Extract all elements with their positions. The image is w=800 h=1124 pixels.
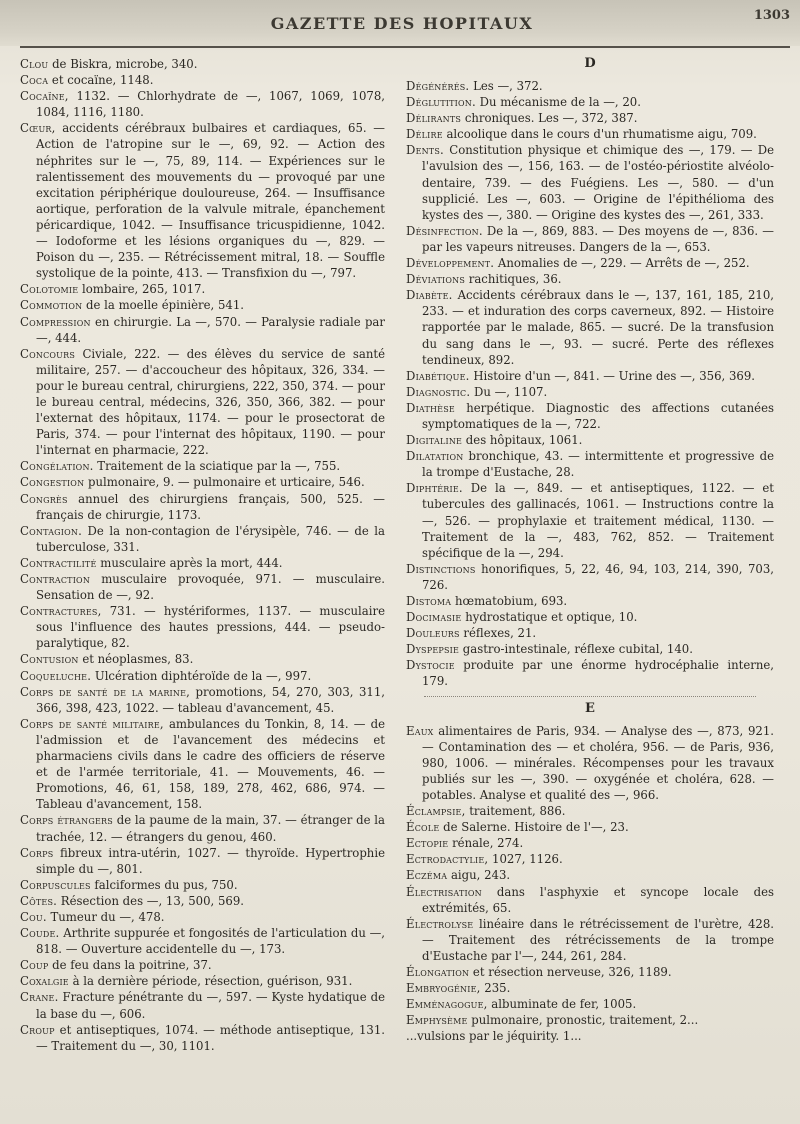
entry-text: honorifiques, 5, 22, 46, 94, 103, 214, 390, 703, 726. [422, 561, 774, 592]
index-entry [406, 916, 774, 964]
index-entry [406, 110, 774, 126]
index-column-right [406, 56, 774, 1044]
entry-heading: Côtes. [20, 893, 58, 908]
entry-text: en chirurgie. La —, 570. — Paralysie radiale par —, 444. [36, 314, 385, 345]
entry-text: dans l'asphyxie et syncope locale des extrémités, 65. [422, 884, 774, 915]
index-entry [406, 980, 774, 996]
entry-text: Histoire d'un —, 841. — Urine des —, 356, 369. [473, 368, 755, 383]
entry-heading: Congrès [20, 491, 68, 506]
entry-heading: Déviations [406, 272, 466, 287]
entry-heading: Désinfection. [406, 223, 483, 238]
entry-heading: Clou [20, 57, 49, 71]
entry-heading: Diabétique. [406, 368, 470, 383]
index-entry [406, 400, 774, 432]
entry-heading: Embryogénie, [406, 981, 481, 996]
index-entry [20, 314, 385, 346]
entry-heading: Coxalgie [20, 974, 69, 989]
index-entry [406, 593, 774, 609]
entry-text: rénale, 274. [452, 836, 524, 851]
entry-text: hydrostatique et optique, 10. [465, 610, 638, 625]
entry-text: herpétique. Diagnostic des affections cutanées symptomatiques de la —, 722. [422, 400, 775, 431]
index-entry [20, 491, 385, 523]
entry-heading: Corpuscules [20, 877, 91, 892]
entry-text: Résection des —, 13, 500, 569. [60, 893, 244, 908]
entry-text: chroniques. Les —, 372, 387. [464, 111, 638, 126]
entry-heading: Colotomie [20, 282, 79, 297]
entry-text: Arthrite suppurée et fongosités de l'articulation du —, 818. — Ouverture accidentelle du —, 173. [36, 926, 386, 957]
page-number: 1303 [753, 8, 790, 23]
index-entry [406, 641, 774, 657]
index-entry [20, 120, 385, 281]
entry-text: de feu dans la poitrine, 37. [52, 958, 212, 973]
index-entry [20, 877, 385, 893]
entry-text: à la dernière période, résection, guérison, 931. [72, 974, 353, 989]
index-entry [20, 72, 385, 88]
entry-text: Du —, 1107. [474, 384, 548, 399]
entry-text: 1132. — Chlorhydrate de —, 1067, 1069, 1078, 1084, 1116, 1180. [36, 89, 385, 120]
index-entry [20, 845, 385, 877]
entry-text: 731. — hystériformes, 1137. — musculaire sous l'influence des hautes pressions, 444. — pseudo-paralytique, 82. [36, 604, 385, 651]
index-entry [406, 867, 774, 883]
entry-heading: Corps de santé de la marine, [20, 684, 191, 699]
index-entry [406, 78, 774, 94]
entry-text: De la —, 869, 883. — Des moyens de —, 836. — par les vapeurs nitreuses. Dangers de la —, 653. [422, 223, 774, 254]
index-entry [406, 996, 774, 1012]
index-entry [406, 723, 774, 803]
index-entry [406, 884, 774, 916]
entry-text: lombaire, 265, 1017. [81, 282, 206, 297]
index-entry [20, 973, 385, 989]
index-entry [20, 555, 385, 571]
entry-text: promotions, 54, 270, 303, 311, 366, 398, 423, 1022. — tableau d'avancement, 45. [36, 684, 385, 715]
entry-heading: Électrisation [406, 884, 482, 899]
entry-text: Fracture pénétrante du —, 597. — Kyste hydatique de la base du —, 606. [36, 990, 385, 1021]
entry-text: de la paume de la main, 37. — étranger de la trachée, 12. — étrangers du genou, 460. [36, 813, 385, 844]
index-entry [406, 964, 774, 980]
index-entry [20, 651, 385, 667]
entry-text: Civiale, 222. — des élèves du service de santé militaire, 257. — d'accoucheur des hôpitaux, 326, 334. — pour le bureau central, chirurgiens, 222, 350, 374. — pour le bureau central, médecins, 326, 350, 366, 382. — pour l'externat des hôpitaux, 1174. — pour le prosectorat de Paris, 374. — pour l'internat des hôpitaux, 1190. — pour l'internat en pharmacie, 222. [36, 346, 386, 458]
entry-text: ...vulsions par le jéquirity. 1... [406, 1029, 582, 1044]
index-entry [20, 684, 385, 716]
entry-text: 235. [484, 981, 511, 996]
index-entry [406, 432, 774, 448]
entry-text: De la non-contagion de l'érysipèle, 746. — de la tuberculose, 331. [36, 523, 385, 554]
entry-text: 1027, 1126. [492, 852, 563, 867]
entry-heading: Contractilité [20, 555, 97, 570]
index-entry [406, 271, 774, 287]
index-entry [406, 1012, 774, 1028]
entry-heading: Dystocie [406, 658, 455, 673]
entry-text: Traitement de la sciatique par la —, 755. [97, 459, 341, 474]
index-entry [20, 716, 385, 813]
entry-heading: Dilatation [406, 449, 464, 464]
index-entry [406, 223, 774, 255]
index-entry [406, 657, 774, 689]
entry-text: ambulances du Tonkin, 8, 14. — de l'admission et de l'avancement des médecins et pharmaciens civils dans le cadre des officiers de réserve et de l'armée territoriale, 41. — Mouvements, 46. — Promotions, 46, 61, 158, 189, 278, 462, 686, 974. — Tableau d'avancement, 158. [36, 716, 386, 812]
entry-text: alcoolique dans le cours d'un rhumatisme aigu, 709. [446, 127, 757, 142]
entry-text: Du mécanisme de la —, 20. [479, 95, 641, 110]
entry-heading: Dents. [406, 143, 444, 158]
entry-text: de Biskra, microbe, 340. [52, 57, 198, 71]
index-entry [406, 609, 774, 625]
index-entry [20, 56, 385, 72]
entry-text: musculaire après la mort, 444. [100, 555, 283, 570]
index-entry [20, 281, 385, 297]
entry-heading: Délirants [406, 111, 462, 126]
index-entry [406, 255, 774, 271]
index-entry [406, 803, 774, 819]
section-letter-e: E [585, 700, 595, 716]
index-entry [406, 287, 774, 367]
entry-heading: Congélation. [20, 459, 94, 474]
index-column-left [20, 56, 385, 1054]
entry-text: rachitiques, 36. [468, 272, 562, 287]
index-entry [406, 126, 774, 142]
index-entry [20, 523, 385, 555]
index-entry [20, 925, 385, 957]
header-rule [20, 46, 790, 48]
index-entry [406, 561, 774, 593]
entry-text: produite par une énorme hydrocéphalie interne, 179. [422, 658, 775, 689]
entry-heading: Corps étrangers [20, 813, 113, 828]
index-entry [406, 94, 774, 110]
entry-text: aigu, 243. [450, 868, 511, 883]
entry-text: hœmatobium, 693. [455, 594, 568, 608]
entry-heading: Compression [20, 314, 91, 329]
entry-text: alimentaires de Paris, 934. — Analyse des —, 873, 921. — Contamination des — et choléra, 956. — de Paris, 936, 980, 1006. — minérales. Récompenses pour les travaux publiés sur les —, 390. — oxygénée et choléra, 628. — potables. Analyse et qualité des —, 966. [422, 723, 774, 802]
entry-text: De la —, 849. — et antiseptiques, 1122. — et tubercules des gallinacés, 1061. — Instructions contre la —, 526. — prophylaxie et traitement médical, 1130. — Traitement de la —, 483, 762, 852. — Traitement spécifique de la —, 294. [422, 481, 774, 560]
entry-heading: Contagion. [20, 523, 83, 538]
index-entry [406, 819, 774, 835]
entry-heading: Cocaïne, [20, 89, 69, 104]
entry-text: pulmonaire, 9. — pulmonaire et urticaire, 546. [88, 475, 365, 490]
index-entry [20, 909, 385, 925]
entry-text: de Salerne. Histoire de l'—, 23. [443, 820, 629, 835]
entry-text: de la moelle épinière, 541. [86, 298, 244, 313]
entry-heading: Coqueluche. [20, 668, 92, 683]
entry-text: Accidents cérébraux dans le —, 137, 161, 185, 210, 233. — et induration des corps caverneux, 892. — Histoire rapportée par le malade, 865. — sucré. De la transfusion du sang dans le —, 93. — sucré. Perte des réflexes tendineux, 892. [422, 288, 775, 367]
section-letter-d: D [584, 56, 596, 71]
index-entry [20, 346, 385, 459]
entry-heading: Contusion [20, 652, 79, 667]
entry-text: fibreux intra-utérin, 1027. — thyroïde. Hypertrophie simple du —, 801. [36, 845, 385, 876]
entry-text: Ulcération diphtéroïde de la —, 997. [94, 668, 312, 683]
index-entry [20, 88, 385, 120]
entry-heading: Digitaline [406, 433, 463, 448]
entry-heading: Diabète. [406, 288, 453, 303]
entry-heading: École [406, 820, 440, 835]
entry-text: réflexes, 21. [463, 626, 537, 641]
index-entry [20, 571, 385, 603]
entry-heading: Ectopie [406, 836, 449, 851]
index-entry [20, 603, 385, 651]
index-entry [406, 1028, 774, 1044]
index-entry [406, 368, 774, 384]
entry-heading: Crane. [20, 990, 59, 1005]
index-entry [406, 448, 774, 480]
entry-text: des hôpitaux, 1061. [465, 433, 583, 448]
entry-text: Constitution physique et chimique des —, 179. — De l'avulsion des —, 156, 163. — de l'ostéo-périostite alvéolo-dentaire, 739. — des Fuégiens. Les —, 580. — d'un supplicié. Les —, 603. — Origine de l'épithélioma des kystes des —, 380. — Origine des kystes des —, 261, 333. [422, 143, 774, 222]
index-entry [20, 957, 385, 973]
index-entry [406, 835, 774, 851]
entry-heading: Dyspepsie [406, 642, 460, 657]
entry-text: et cocaïne, 1148. [51, 73, 154, 88]
entry-heading: Distoma [406, 594, 452, 608]
index-entry [20, 1022, 385, 1054]
index-entry [406, 142, 774, 222]
entry-heading: Emphysème [406, 1013, 468, 1028]
entry-text: falciformes du pus, 750. [94, 877, 238, 892]
entry-heading: Diagnostic. [406, 384, 471, 399]
entry-heading: Concours [20, 346, 76, 361]
entry-heading: Éclampsie, [406, 804, 466, 819]
entry-heading: Diathèse [406, 400, 455, 415]
entry-heading: Dégénérés. [406, 79, 470, 93]
entry-heading: Corps [20, 845, 54, 860]
entry-text: albuminate de fer, 1005. [491, 997, 637, 1012]
index-entry [20, 668, 385, 684]
entry-heading: Électrolyse [406, 916, 474, 931]
entry-text: pulmonaire, pronostic, traitement, 2... [471, 1013, 699, 1028]
entry-heading: Contractures, [20, 604, 102, 619]
index-entry [20, 812, 385, 844]
entries-d [406, 78, 774, 690]
journal-title: GAZETTE DES HOPITAUX [270, 14, 534, 33]
entry-heading: Coude. [20, 926, 60, 941]
entry-heading: Coup [20, 958, 49, 973]
entry-heading: Corps de santé militaire, [20, 716, 164, 731]
entry-heading: Docimasie [406, 610, 462, 625]
entry-text: bronchique, 43. — intermittente et progressive de la trompe d'Eustache, 28. [422, 449, 774, 480]
entry-heading: Eczéma [406, 868, 448, 883]
entry-text: linéaire dans le rétrécissement de l'urètre, 428. — Traitement des rétrécissements de la trompe d'Eustache par l'—, 244, 261, 284. [422, 916, 774, 963]
entry-heading: Croup [20, 1022, 55, 1037]
index-entry [20, 297, 385, 313]
entry-heading: Déglutition. [406, 95, 476, 110]
entry-heading: Commotion [20, 298, 83, 313]
entry-heading: Eaux [406, 723, 434, 738]
entry-text: et néoplasmes, 83. [82, 652, 194, 667]
entry-text: Tumeur du —, 478. [50, 909, 165, 924]
entry-heading: Emménagogue, [406, 997, 488, 1012]
entry-heading: Élongation [406, 964, 470, 979]
entry-text: et antiseptiques, 1074. — méthode antiseptique, 131. — Traitement du —, 30, 1101. [36, 1022, 385, 1053]
entry-text: et résection nerveuse, 326, 1189. [472, 964, 672, 979]
entry-text: traitement, 886. [469, 804, 566, 819]
entry-text: Les —, 372. [473, 79, 543, 93]
entry-text: annuel des chirurgiens français, 500, 525. — français de chirurgie, 1173. [36, 491, 385, 522]
entry-text: musculaire provoquée, 971. — musculaire. Sensation de —, 92. [36, 572, 385, 603]
entry-heading: Contraction [20, 572, 91, 586]
index-entry [406, 851, 774, 867]
entry-heading: Cou. [20, 909, 47, 924]
entry-text: gastro-intestinale, réflexe cubital, 140. [462, 642, 693, 657]
entry-text: Anomalies de —, 229. — Arrêts de —, 252. [497, 256, 750, 271]
entries-e [406, 723, 774, 1045]
entry-heading: Douleurs [406, 626, 460, 641]
index-entry [406, 480, 774, 560]
entry-heading: Ectrodactylie, [406, 852, 489, 867]
index-entry [20, 989, 385, 1021]
entry-heading: Diphtérie. [406, 481, 463, 496]
entry-heading: Congestion [20, 475, 85, 490]
entry-text: accidents cérébraux bulbaires et cardiaques, 65. — Action de l'atropine sur le —, 69, 92. — Action des néphrites sur le —, 75, 89, 114. — Expériences sur le ralentissement des mouvements du — provoqué par une excitation périphérique douloureuse, 264. — Insuffisance aortique, perforation de la valvule mitrale, épanchement péricardique, 1042. — Insuffisance tricuspidienne, 1042. — Iodoforme et les lésions organiques du —, 829. — Poison du —, 235. — Rétrécissement mitral, 18. — Souffle systolique de la pointe, 413. — Transfixion du —, 797. [36, 121, 385, 281]
entry-heading: Développement. [406, 256, 495, 271]
entry-heading: Délire [406, 127, 443, 142]
entry-heading: Distinctions [406, 561, 476, 576]
section-divider [424, 696, 755, 697]
entry-heading: Cœur, [20, 121, 56, 136]
entry-heading: Coca [20, 73, 49, 88]
index-entry [406, 384, 774, 400]
index-entry [20, 458, 385, 474]
index-entry [20, 474, 385, 490]
index-entry [406, 625, 774, 641]
index-entry [20, 893, 385, 909]
